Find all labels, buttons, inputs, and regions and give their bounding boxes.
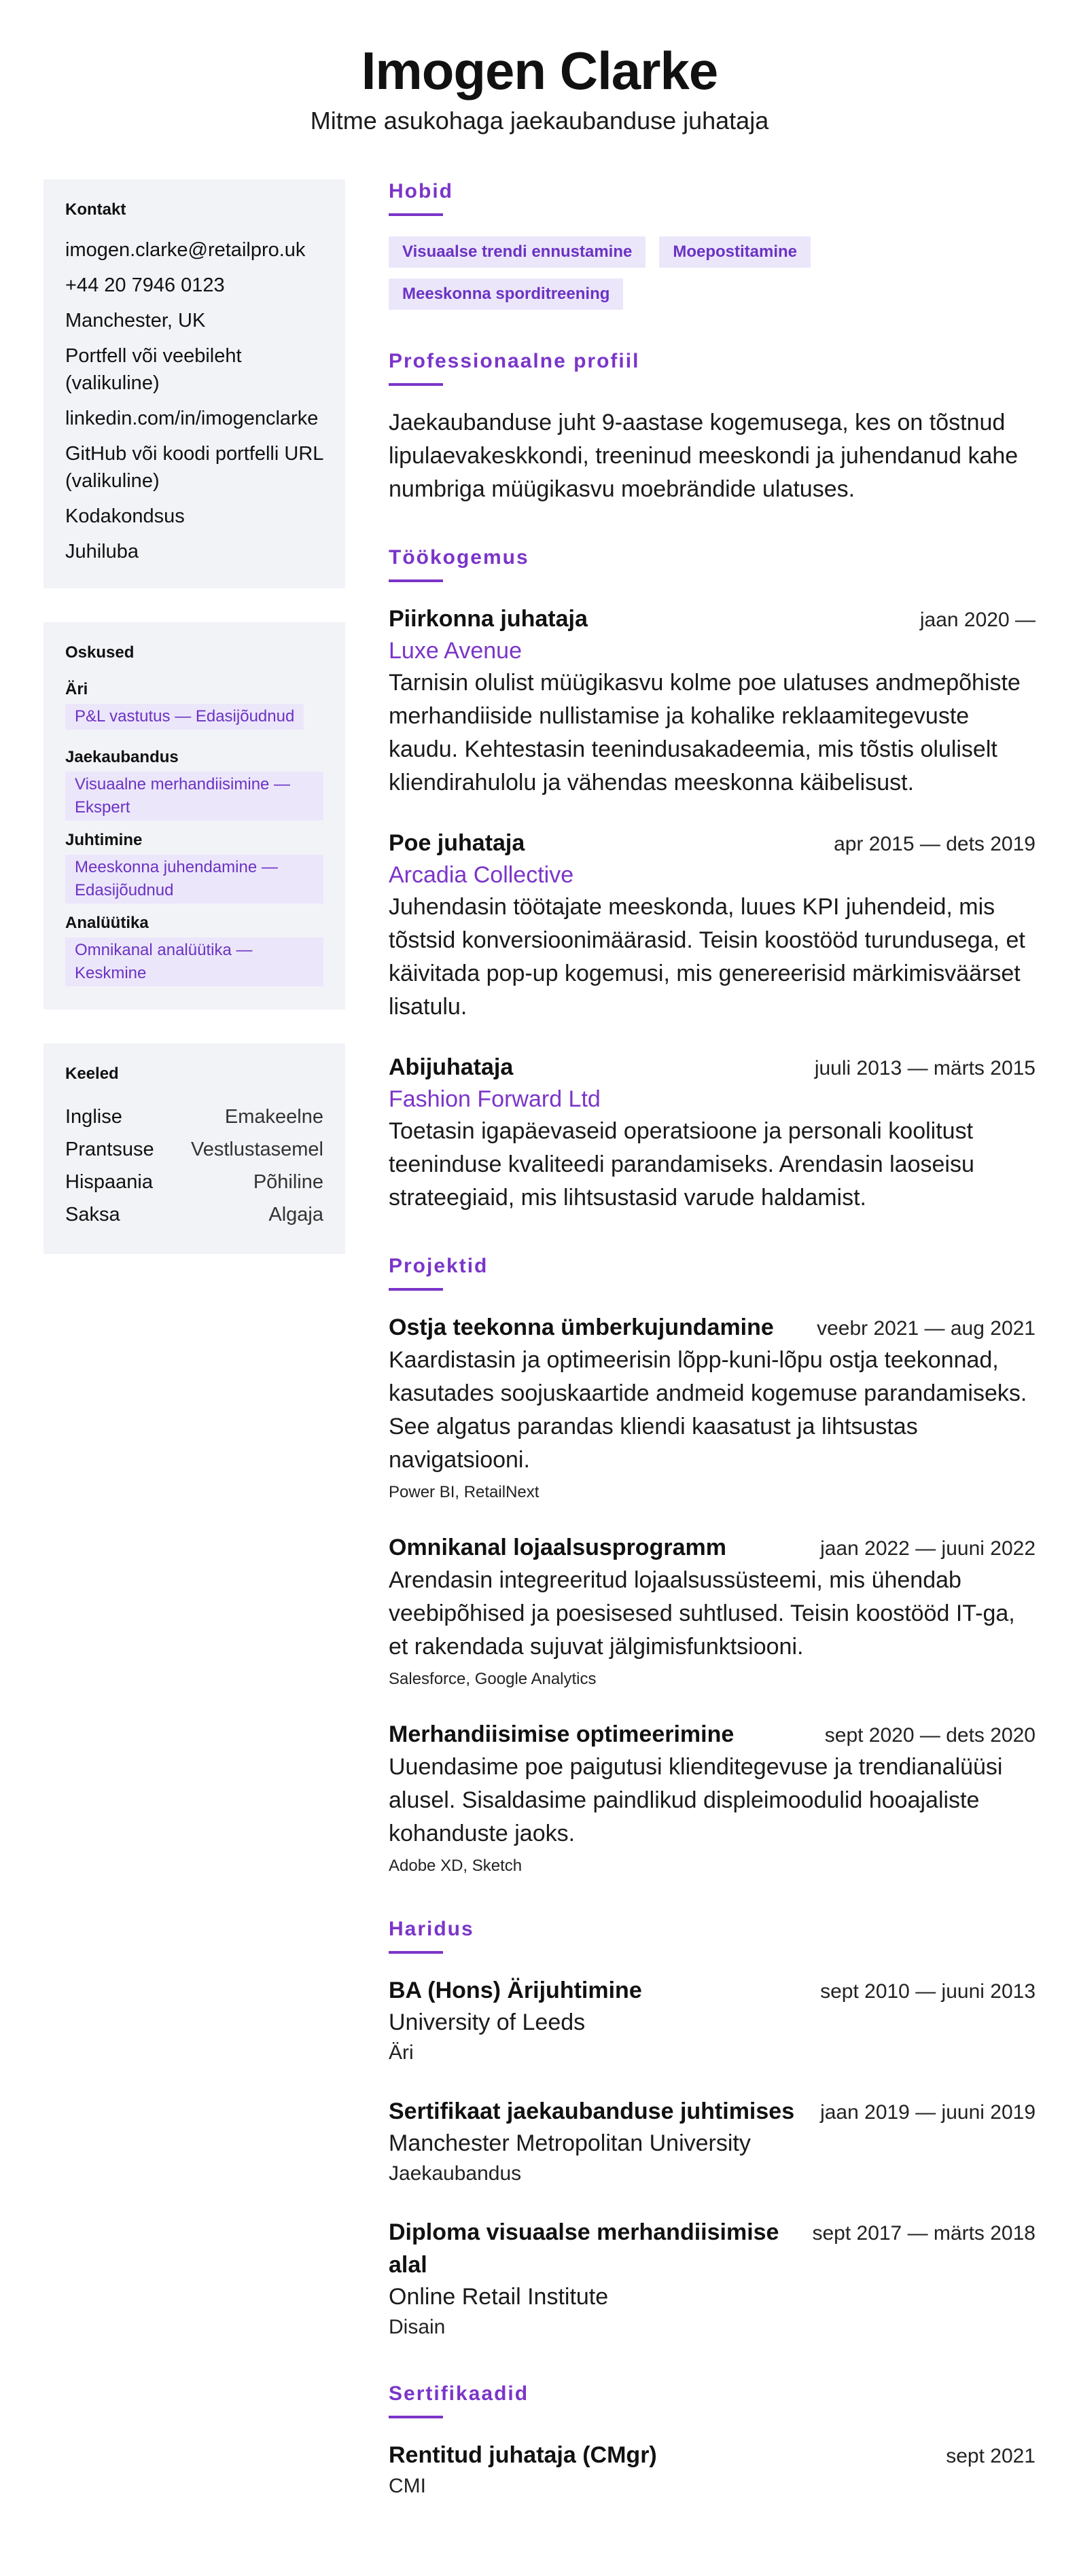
- job-date: jaan 2020 —: [919, 609, 1036, 631]
- job-company: Fashion Forward Ltd: [389, 1086, 601, 1112]
- job-date: juuli 2013 — märts 2015: [814, 1057, 1036, 1079]
- candidate-name: Imogen Clarke: [361, 41, 718, 101]
- project-entry: [389, 1531, 1036, 1691]
- projects-heading: Projektid: [389, 1255, 489, 1277]
- project-title: Merhandiisimise optimeerimine: [389, 1721, 735, 1747]
- study-field: Disain: [389, 2316, 446, 2338]
- section-divider: [389, 213, 443, 216]
- experience-entry: [389, 603, 1036, 800]
- certificate-entry: [389, 2439, 1036, 2501]
- languages-panel: [43, 1043, 345, 1254]
- languages-heading: Keeled: [65, 1065, 119, 1083]
- hobby-tag: Visuaalse trendi ennustamine: [389, 236, 645, 268]
- project-entry: [389, 1718, 1036, 1878]
- experience-section: [389, 544, 1036, 1215]
- project-title: Ostja teekonna ümberkujundamine: [389, 1314, 774, 1340]
- project-date: sept 2020 — dets 2020: [824, 1724, 1036, 1747]
- job-company: Arcadia Collective: [389, 862, 574, 888]
- project-tech: Adobe XD, Sketch: [389, 1857, 523, 1875]
- contact-heading: Kontakt: [65, 200, 126, 219]
- job-date: apr 2015 — dets 2019: [834, 833, 1036, 855]
- skill-tag: Visuaalne merhandiisimine — Ekspert: [65, 772, 323, 821]
- candidate-title: Mitme asukohaga jaekaubanduse juhataja: [310, 107, 769, 135]
- hobby-tags: [389, 236, 1036, 310]
- experience-entry: [389, 827, 1036, 1024]
- degree-date: sept 2010 — juuni 2013: [820, 1980, 1036, 2003]
- section-divider: [389, 1288, 443, 1291]
- language-level: Algaja: [268, 1204, 323, 1226]
- project-description: Arendasin integreeritud lojaalsussüsteemi, mis ühendab veebipõhised ja poesisesed suhtlused. Teisin koostööd IT-ga, et rakendada sujuvat jälgimisfunktsiooni.: [389, 1567, 1015, 1660]
- experience-heading: Töökogemus: [389, 546, 529, 569]
- contact-phone[interactable]: +44 20 7946 0123: [65, 274, 225, 296]
- language-level: Põhiline: [253, 1171, 323, 1193]
- education-entry: [389, 2095, 1036, 2189]
- language-name: Inglise: [65, 1106, 122, 1128]
- section-divider: [389, 383, 443, 386]
- language-row: [65, 1101, 323, 1133]
- job-description: Toetasin igapäevaseid operatsioone ja personali koolitust teeninduse kvaliteedi parandamiseks. Arendasin laoseisu strateegiaid, mis lihtsustasid varude haldamist.: [389, 1118, 974, 1211]
- contact-email[interactable]: imogen.clarke@retailpro.uk: [65, 239, 306, 261]
- contact-github[interactable]: GitHub või koodi portfelli URL (valikuline): [65, 443, 323, 492]
- experience-entry: [389, 1051, 1036, 1215]
- language-name: Saksa: [65, 1204, 120, 1226]
- hobby-tag: Meeskonna sporditreening: [389, 279, 623, 310]
- education-entry: [389, 1974, 1036, 2068]
- job-company: Luxe Avenue: [389, 638, 522, 664]
- skill-tag: P&L vastutus — Edasijõudnud: [65, 704, 304, 730]
- project-date: jaan 2022 — juuni 2022: [820, 1537, 1036, 1560]
- language-row: [65, 1166, 323, 1198]
- language-row: [65, 1133, 323, 1166]
- skill-group-label: Jaekaubandus: [65, 748, 179, 766]
- education-entry: [389, 2216, 1036, 2342]
- section-divider: [389, 2416, 443, 2418]
- section-divider: [389, 579, 443, 582]
- contact-citizenship: Kodakondsus: [65, 505, 185, 527]
- job-description: Juhendasin töötajate meeskonda, luues KPI juhendeid, mis tõstsid konversioonimäärasid. Teisin koostööd turundusega, et käivitada pop-up kogemusi, mis genereerisid märkimisväärset lisatulu.: [389, 894, 1025, 1020]
- degree-title: Sertifikaat jaekaubanduse juhtimises: [389, 2098, 795, 2124]
- hobby-tag: Moepostitamine: [659, 236, 811, 268]
- language-row: [65, 1198, 323, 1231]
- study-field: Äri: [389, 2041, 414, 2064]
- certificates-heading: Sertifikaadid: [389, 2382, 529, 2405]
- skill-group-label: Äri: [65, 680, 88, 698]
- skill-group-label: Analüütika: [65, 914, 149, 932]
- project-date: veebr 2021 — aug 2021: [817, 1317, 1036, 1340]
- contact-panel: [43, 179, 345, 588]
- school-name: Manchester Metropolitan University: [389, 2130, 751, 2156]
- sidebar: [43, 179, 345, 1288]
- hobbies-heading: Hobid: [389, 180, 453, 202]
- project-title: Omnikanal lojaalsusprogramm: [389, 1535, 726, 1560]
- school-name: Online Retail Institute: [389, 2284, 609, 2310]
- language-name: Prantsuse: [65, 1139, 154, 1160]
- degree-title: Diploma visuaalse merhandiisimise alal: [389, 2219, 779, 2278]
- degree-date: sept 2017 — märts 2018: [812, 2222, 1036, 2244]
- school-name: University of Leeds: [389, 2009, 586, 2035]
- project-tech: Salesforce, Google Analytics: [389, 1670, 597, 1688]
- degree-title: BA (Hons) Ärijuhtimine: [389, 1978, 642, 2003]
- section-divider: [389, 1951, 443, 1954]
- language-level: Vestlustasemel: [190, 1139, 323, 1160]
- profile-section: [389, 348, 1036, 506]
- degree-date: jaan 2019 — juuni 2019: [820, 2101, 1036, 2124]
- language-name: Hispaania: [65, 1171, 153, 1193]
- language-level: Emakeelne: [224, 1106, 323, 1128]
- profile-heading: Professionaalne profiil: [389, 350, 640, 372]
- hobbies-section: [389, 178, 1036, 310]
- skill-group-label: Juhtimine: [65, 831, 143, 849]
- skills-panel: [43, 622, 345, 1009]
- certificates-section: [389, 2380, 1036, 2501]
- projects-section: [389, 1253, 1036, 1878]
- education-heading: Haridus: [389, 1918, 474, 1940]
- contact-license: Juhiluba: [65, 541, 139, 562]
- skill-tag: Omnikanal analüütika — Keskmine: [65, 937, 323, 986]
- contact-portfolio[interactable]: Portfell või veebileht (valikuline): [65, 345, 242, 394]
- job-title: Abijuhataja: [389, 1054, 514, 1080]
- project-entry: [389, 1311, 1036, 1504]
- main-content: [389, 178, 1036, 2539]
- contact-location: Manchester, UK: [65, 310, 206, 332]
- profile-text: Jaekaubanduse juht 9-aastase kogemusega, kes on tõstnud lipulaevakeskkondi, treeninud meeskondi ja juhendanud kahe numbriga müügikasvu moebrändide ulatuses.: [389, 410, 1019, 502]
- skills-heading: Oskused: [65, 643, 135, 662]
- contact-linkedin[interactable]: linkedin.com/in/imogenclarke: [65, 408, 319, 429]
- certificate-date: sept 2021: [946, 2445, 1036, 2467]
- certificate-issuer: CMI: [389, 2475, 426, 2497]
- job-title: Poe juhataja: [389, 830, 525, 856]
- resume-header: [0, 39, 1079, 136]
- skill-tag: Meeskonna juhendamine — Edasijõudnud: [65, 855, 323, 904]
- project-description: Kaardistasin ja optimeerisin lõpp-kuni-lõpu ostja teekonnad, kasutades soojuskaartide andmeid kogemuse parandamiseks. See algatus parandas kliendi kaasatust ja lihtsustas navigatsiooni.: [389, 1347, 1027, 1473]
- job-description: Tarnisin olulist müügikasvu kolme poe ulatuses andmepõhiste merhandiiside nullistamise ja kohalike reklaamitegevuste kaudu. Kehtestasin teenindusakadeemia, mis tõstis oluliselt kliendirahulolu ja vähendas meeskonna käibelisust.: [389, 670, 1021, 795]
- project-description: Uuendasime poe paigutusi klienditegevuse ja trendianalüüsi alusel. Sisaldasime paindlikud displeimoodulid hooajaliste kohanduste jaoks.: [389, 1754, 1003, 1846]
- job-title: Piirkonna juhataja: [389, 606, 588, 632]
- certificate-title: Rentitud juhataja (CMgr): [389, 2442, 657, 2468]
- project-tech: Power BI, RetailNext: [389, 1483, 540, 1501]
- study-field: Jaekaubandus: [389, 2162, 522, 2185]
- education-section: [389, 1916, 1036, 2342]
